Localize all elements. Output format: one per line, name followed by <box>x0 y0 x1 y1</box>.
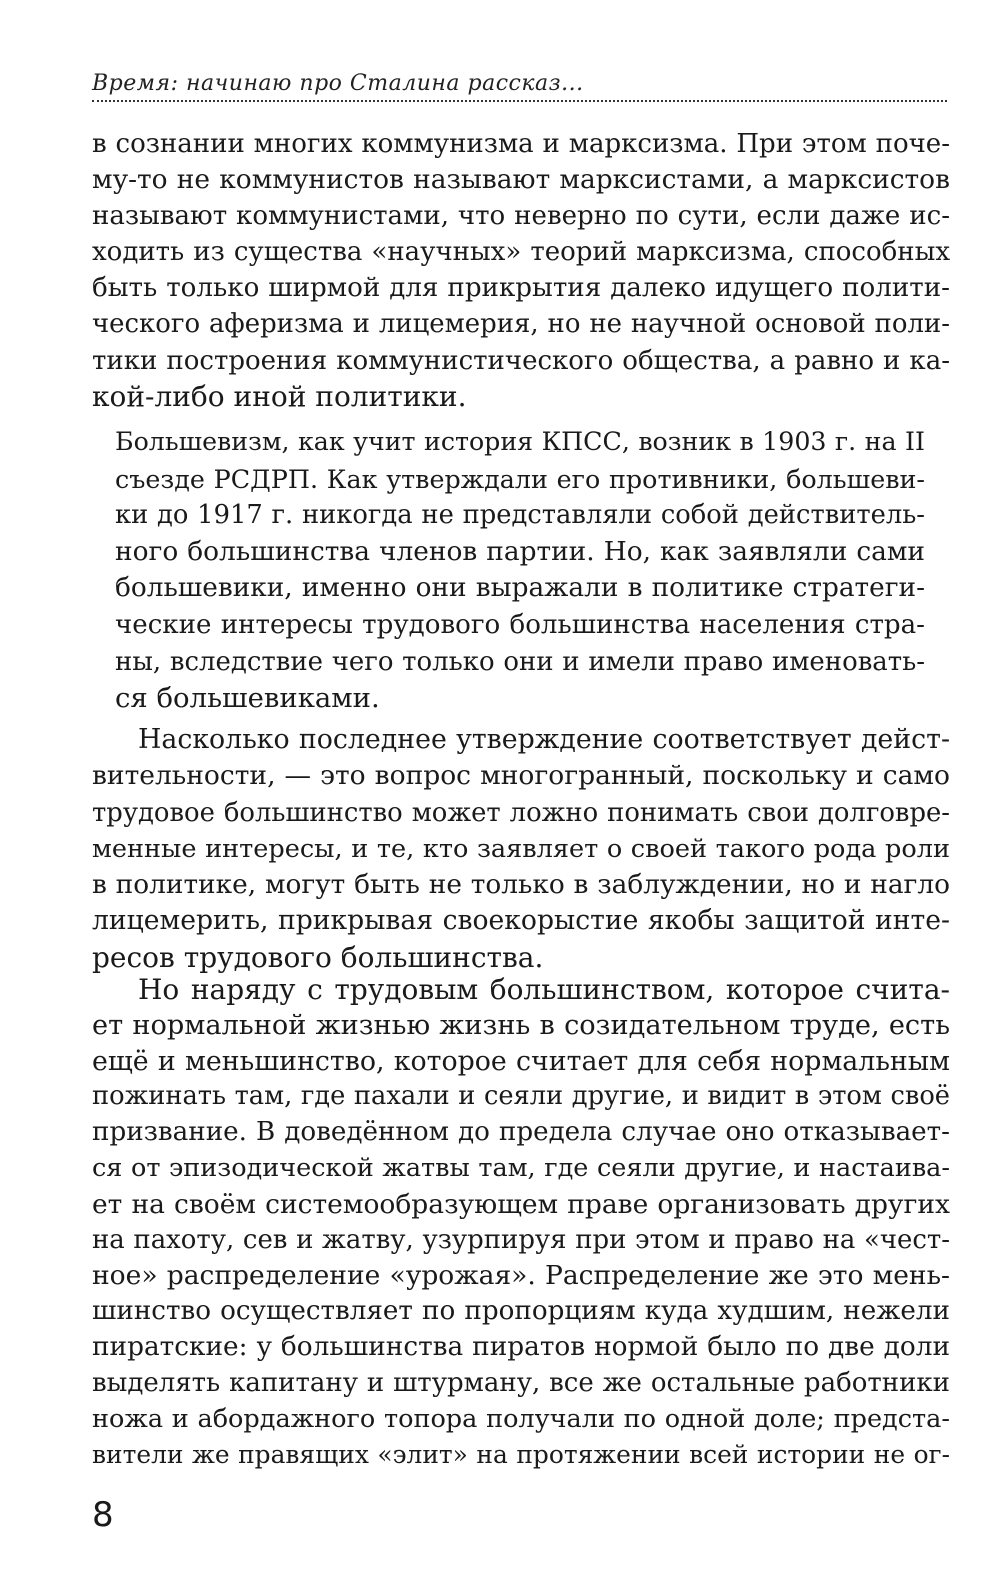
text-line: ет нормальной жизнью жизнь в созидательном труде, есть <box>92 1009 950 1041</box>
text-line: называют коммунистами, что неверно по сути, если даже ис- <box>92 201 950 232</box>
text-line: тики построения коммунистического общества, а равно и ка- <box>92 345 950 376</box>
paragraph-continuation <box>92 126 950 415</box>
text-line: лицемерить, прикрывая своекорыстие якобы защитой инте- <box>92 905 950 937</box>
text-line: кой-либо иной политики. <box>92 379 467 413</box>
text-line: вительности, — это вопрос многогранный, поскольку и само <box>92 760 950 792</box>
text-line: быть только ширмой для прикрытия далеко идущего полити- <box>92 273 950 304</box>
text-line: ны, вследствие чего только они и имели право именовать- <box>115 646 925 677</box>
text-line: в политике, могут быть не только в заблуждении, но и нагло <box>92 870 950 901</box>
text-line: выделять капитану и штурману, все же остальные работники <box>92 1367 950 1398</box>
text-line: ческого аферизма и лицемерия, но не научной основой поли- <box>92 309 950 340</box>
text-line: на пахоту, сев и жатву, узурпируя при этом и право на «чест- <box>92 1224 950 1255</box>
paragraph <box>92 722 950 976</box>
text-line: ходить из существа «научных» теорий марксизма, способных <box>92 237 950 268</box>
indented-note <box>115 424 925 717</box>
text-line: Насколько последнее утверждение соответствует дейст- <box>138 724 950 755</box>
text-line: ного большинства членов партии. Но, как заявляли сами <box>115 535 925 567</box>
running-title: Время: начинаю про Сталина рассказ... <box>92 71 584 96</box>
text-line: пиратские: у большинства пиратов нормой было по две доли <box>92 1331 950 1362</box>
text-line: ное» распределение «урожая». Распределение же это мень- <box>92 1260 950 1292</box>
text-line: ресов трудового большинства. <box>92 940 544 974</box>
text-line: вители же правящих «элит» на протяжении всей истории не ог- <box>92 1440 950 1470</box>
text-line: ся большевиками. <box>115 682 380 715</box>
text-line: большевики, именно они выражали в политике стратеги- <box>115 573 925 604</box>
text-line: Большевизм, как учит история КПСС, возник в 1903 г. на II <box>115 427 925 456</box>
text-line: съезде РСДРП. Как утверждали его противники, большеви- <box>115 463 925 494</box>
running-header <box>92 66 947 102</box>
text-line: призвание. В доведённом до предела случае оно отказывает- <box>92 1117 950 1148</box>
text-line: трудовое большинство может ложно понимать свои долговре- <box>92 797 950 828</box>
text-line: менные интересы, и те, кто заявляет о своей такого рода роли <box>92 833 950 864</box>
text-line: ческие интересы трудового большинства населения стра- <box>115 609 925 640</box>
page-number: 8 <box>92 1495 114 1535</box>
text-line: в сознании многих коммунизма и марксизма. При этом поче- <box>92 129 950 159</box>
text-line: пожинать там, где пахали и сеяли другие, и видит в этом своё <box>92 1081 950 1112</box>
text-line: ся от эпизодической жатвы там, где сеяли другие, и настаива- <box>92 1152 950 1183</box>
text-line: му-то не коммунистов называют марксистами, а марксистов <box>92 164 950 196</box>
paragraph <box>92 972 950 1473</box>
text-line: ет на своём системообразующем праве организовать других <box>92 1188 950 1220</box>
text-line: Но наряду с трудовым большинством, которое счита- <box>138 973 950 1006</box>
header-dotted-rule <box>92 100 947 102</box>
text-line: шинство осуществляет по пропорциям куда худшим, нежели <box>92 1296 950 1327</box>
text-line: ещё и меньшинство, которое считает для себя нормальным <box>92 1045 950 1077</box>
text-line: ки до 1917 г. никогда не представляли собой действитель- <box>115 500 925 531</box>
text-line: ножа и абордажного топора получали по одной доле; предста- <box>92 1403 950 1434</box>
